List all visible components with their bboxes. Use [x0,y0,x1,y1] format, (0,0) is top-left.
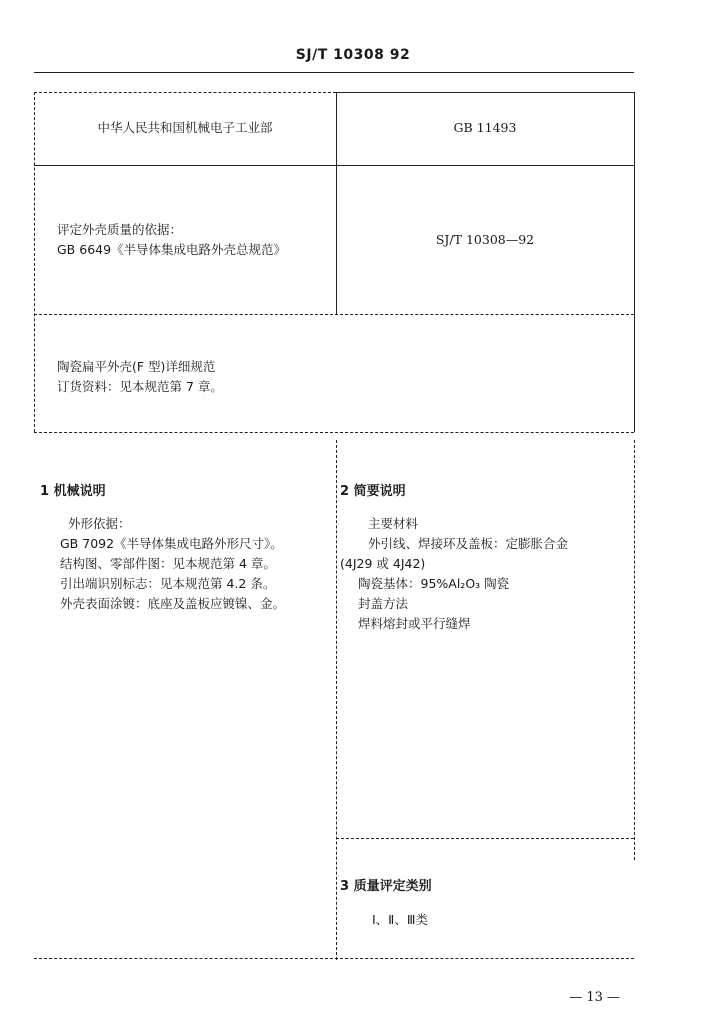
frame-top-left [34,92,336,93]
quality-basis-label: 评定外壳质量的依据： [57,222,183,237]
frame-middle-bottom [336,440,337,960]
section2-line: 陶瓷基体：95%Al₂O₃ 陶瓷 [358,576,510,591]
section2-line: 焊料熔封或平行缝焊 [358,616,471,631]
gb-standard-number: GB 11493 [453,120,517,135]
quality-basis-block [57,220,286,260]
section2-line: (4J29 或 4J42) [340,556,426,571]
frame-right [634,92,635,432]
section1-line: 外形依据： [68,516,131,531]
rule-row3 [34,432,634,433]
issuer-name: 中华人民共和国机械电子工业部 [97,120,273,135]
section1-line: 结构图、零部件图：见本规范第 4 章。 [60,556,276,571]
section2-line: 主要材料 [368,516,419,531]
quality-basis-reference: GB 6649《半导体集成电路外壳总规范》 [57,242,287,257]
order-info: 订货资料：见本规范第 7 章。 [57,379,223,394]
title-block [57,357,223,397]
section1-line: 引出端识别标志：见本规范第 4.2 条。 [60,576,276,591]
frame-top-right [336,92,634,93]
section2-line: 封盖方法 [358,596,409,611]
section1-line: GB 7092《半导体集成电路外形尺寸》。 [60,536,283,551]
frame-left-top [34,92,35,432]
rule-row2 [34,314,634,315]
header-rule [34,72,634,73]
section1-body [60,514,285,614]
section2-heading: 2 简要说明 [340,484,406,499]
section1-heading: 1 机械说明 [40,484,106,499]
sjt-standard-number: SJ/T 10308—92 [435,232,535,247]
frame-right-bottom [634,440,635,860]
section2-body [340,514,568,634]
rule-bottom [34,958,634,959]
section1-line: 外壳表面涂镀：底座及盖板应镀镍、金。 [60,596,286,611]
page-number: — 13 — [569,990,620,1005]
document-code-header: SJ/T 10308 92 [295,47,411,63]
rule-row1 [34,165,634,166]
spec-title: 陶瓷扁平外壳(F 型)详细规范 [57,359,216,374]
quality-categories: Ⅰ、Ⅱ、Ⅲ类 [372,912,428,927]
rule-sec3 [336,838,634,839]
section3-heading: 3 质量评定类别 [340,879,432,894]
section2-line: 外引线、焊接环及盖板：定膨胀合金 [368,536,569,551]
